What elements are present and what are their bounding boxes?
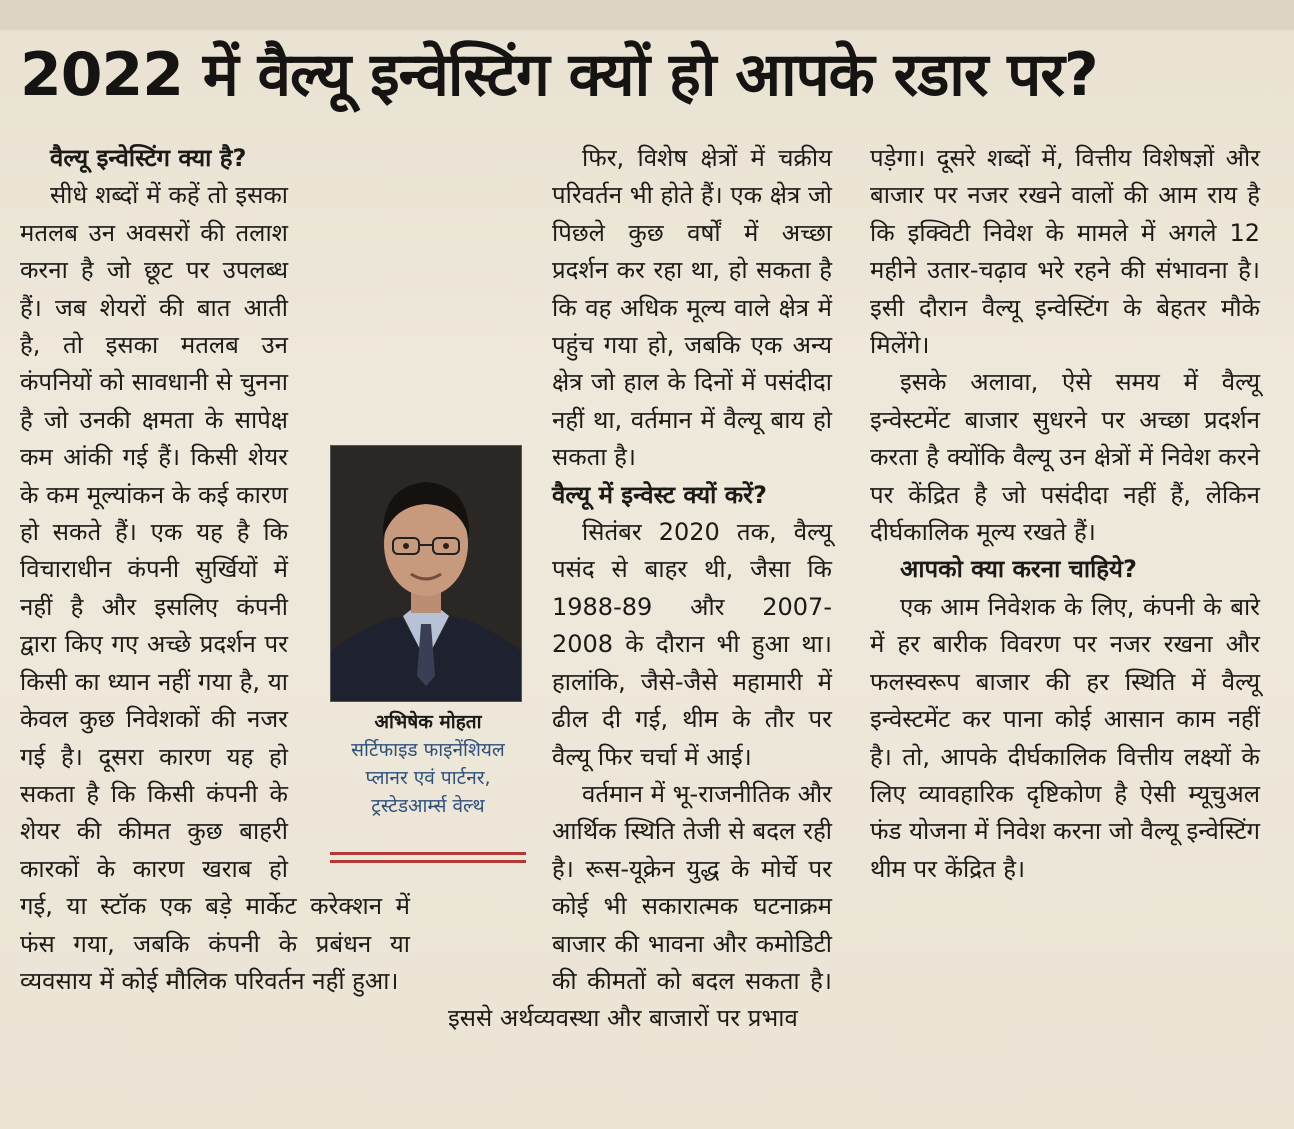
author-photo	[330, 445, 522, 702]
page-top-strip	[0, 0, 1294, 30]
col2-paragraph-3: वर्तमान में भू-राजनीतिक और आर्थिक स्थिति तेजी से बदल रही है। रूस-यूक्रेन युद्ध के मोर्चे पर कोई भी सकारात्मक घटनाक्रम बाजार की भावना और कमोडिटी की कीमतों को बदल सकता है। इससे अर्थव्यवस्था और बाजारों पर प्रभाव	[448, 779, 832, 1033]
portrait-illustration	[331, 446, 521, 701]
column-3	[870, 140, 1260, 888]
col3-paragraph-2: इसके अलावा, ऐसे समय में वैल्यू इन्वेस्टमेंट बाजार सुधरने पर अच्छा प्रदर्शन करता है क्योंकि वैल्यू उन क्षेत्रों में निवेश करने पर केंद्रित है जो पसंदीदा नहीं हैं, लेकिन दीर्घकालिक मूल्य रखते हैं।	[870, 368, 1260, 547]
headline: 2022 में वैल्यू इन्वेस्टिंग क्यों हो आपके रडार पर?	[20, 40, 1098, 110]
col2-paragraph-1: फिर, विशेष क्षेत्रों में चक्रीय परिवर्तन भी होते हैं। एक क्षेत्र जो पिछले कुछ वर्षों में अच्छा प्रदर्शन कर रहा था, हो सकता है कि वह अधिक मूल्य वाले क्षेत्र में पहुंच गया हो, जबकि एक अन्य क्षेत्र जो हाल के दिनों में पसंदीदा नहीं था, वर्तमान में वैल्यू बाय हो सकता है।	[552, 144, 832, 472]
caption-role-line-2: प्लानर एवं पार्टनर,	[365, 767, 491, 789]
rule-line-2	[330, 860, 526, 863]
photo-caption	[330, 708, 526, 820]
col2-paragraph-2: सितंबर 2020 तक, वैल्यू पसंद से बाहर थी, जैसा कि 1988-89 और 2007-2008 के दौरान भी हुआ था। हालांकि, जैसे-जैसे महामारी में ढील दी गई, थीम के तौर पर वैल्यू फिर चर्चा में आई।	[552, 518, 832, 771]
rule-line-1	[330, 852, 526, 855]
caption-rule	[330, 852, 526, 868]
col1-paragraph: सीधे शब्दों में कहें तो इसका मतलब उन अवसरों की तलाश करना है जो छूट पर उपलब्ध हैं। जब शेयरों की बात आती है, तो इसका मतलब उन कंपनियों को सावधानी से चुनना है जो उनकी क्षमता के सापेक्ष कम आंकी गई हैं। किसी शेयर के कम मूल्यांकन के कई कारण हो सकते हैं। एक यह है कि विचाराधीन कंपनी सुर्खियों में नहीं है और इसलिए कंपनी द्वारा किए गए अच्छे प्रदर्शन पर किसी का ध्यान नहीं गया है, या केवल कुछ निवेशकों की नजर गई है। दूसरा कारण यह हो सकता है कि किसी कंपनी के शेयर की कीमत कुछ बाहरी कारकों के कारण खराब हो गई, या स्टॉक एक बड़े मार्केट करेक्शन में फंस गया, जबकि कंपनी के प्रबंधन या व्यवसाय में कोई मौलिक परिवर्तन नहीं हुआ।	[20, 181, 410, 995]
caption-role-line-3: ट्रस्टेडआर्म्स वेल्थ	[371, 795, 485, 817]
subhead-what-should-you-do: आपको क्या करना चाहिये?	[900, 555, 1137, 584]
subhead-why-invest-in-value: वैल्यू में इन्वेस्ट क्यों करें?	[552, 480, 767, 509]
caption-name: अभिषेक मोहता	[374, 711, 482, 733]
subhead-what-is-value-investing: वैल्यू इन्वेस्टिंग क्या है?	[50, 144, 247, 172]
col3-paragraph-3: एक आम निवेशक के लिए, कंपनी के बारे में हर बारीक विवरण पर नजर रखना और फलस्वरूप बाजार की हर स्थिति में वैल्यू इन्वेस्टमेंट कर पाना कोई आसान काम नहीं है। तो, आपके दीर्घकालिक वित्तीय लक्ष्यों के लिए व्यावहारिक दृष्टिकोण है ऐसी म्यूचुअल फंड योजना में निवेश करना जो वैल्यू इन्वेस्टिंग थीम पर केंद्रित है।	[870, 592, 1260, 883]
col3-paragraph-1: पड़ेगा। दूसरे शब्दों में, वित्तीय विशेषज्ञों और बाजार पर नजर रखने वालों की आम राय है कि इक्विटी निवेश के मामले में अगले 12 महीने उतार-चढ़ाव भरे रहने की संभावना है। इसी दौरान वैल्यू इन्वेस्टिंग के बेहतर मौके मिलेंगे।	[870, 144, 1260, 360]
caption-role-line-1: सर्टिफाइड फाइनेंशियल	[351, 739, 505, 761]
